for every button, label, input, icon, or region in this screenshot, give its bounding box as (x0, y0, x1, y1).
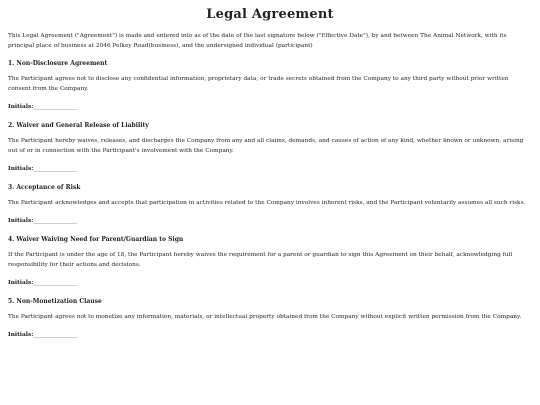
initials-field[interactable] (8, 331, 532, 340)
initials-line: _______________ (33, 166, 77, 172)
section-body: The Participant acknowledges and accepts that participation in activities related to the Company involves inherent risks, and the Participant voluntarily assumes all such risks. (8, 200, 526, 206)
section-parent-guardian-waiver (8, 235, 532, 288)
section-waiver-release (8, 121, 532, 174)
section-acceptance-of-risk (8, 183, 532, 226)
section-heading: 5. Non-Monetization Clause (8, 298, 102, 305)
section-non-disclosure (8, 59, 532, 112)
initials-label: Initials: (8, 104, 34, 110)
initials-line: _______________ (33, 104, 77, 110)
section-heading: 2. Waiver and General Release of Liability (8, 122, 149, 129)
section-heading: 3. Acceptance of Risk (8, 184, 81, 191)
initials-label: Initials: (8, 280, 34, 286)
section-body: The Participant agrees not to monetize any information, materials, or intellectual property obtained from the Company without explicit written permission from the Company. (8, 314, 522, 320)
initials-label: Initials: (8, 166, 34, 172)
initials-label: Initials: (8, 218, 34, 224)
initials-line: _______________ (33, 280, 77, 286)
section-non-monetization (8, 297, 532, 340)
section-body: The Participant hereby waives, releases, and discharges the Company from any and all claims, demands, and causes of action of any kind, whether known or unknown, arising out of or in connection with the Participant's involvement with the Company. (8, 138, 524, 154)
section-body: If the Participant is under the age of 18, the Participant hereby waives the requirement for a parent or guardian to sign this Agreement on their behalf, acknowledging full responsibility for their actions and decisions. (8, 252, 513, 268)
initials-field[interactable] (8, 279, 532, 288)
initials-line: _______________ (33, 218, 77, 224)
initials-label: Initials: (8, 332, 34, 338)
initials-field[interactable] (8, 103, 532, 112)
initials-line: _______________ (33, 332, 77, 338)
document-title: Legal Agreement (206, 7, 334, 22)
initials-field[interactable] (8, 165, 532, 174)
section-heading: 4. Waiver Waiving Need for Parent/Guardian to Sign (8, 236, 184, 243)
intro-paragraph: This Legal Agreement ("Agreement") is made and entered into as of the date of the last signature below ("Effective Date"), by and between The Animal Network, with its principal place of business at 2046 Pelkey Road(business), and the undersigned individual (participant) (8, 33, 507, 49)
section-heading: 1. Non-Disclosure Agreement (8, 60, 108, 67)
initials-field[interactable] (8, 217, 532, 226)
section-body: The Participant agrees not to disclose any confidential information, proprietary data, or trade secrets obtained from the Company to any third party without prior written consent from the Company. (8, 76, 509, 92)
